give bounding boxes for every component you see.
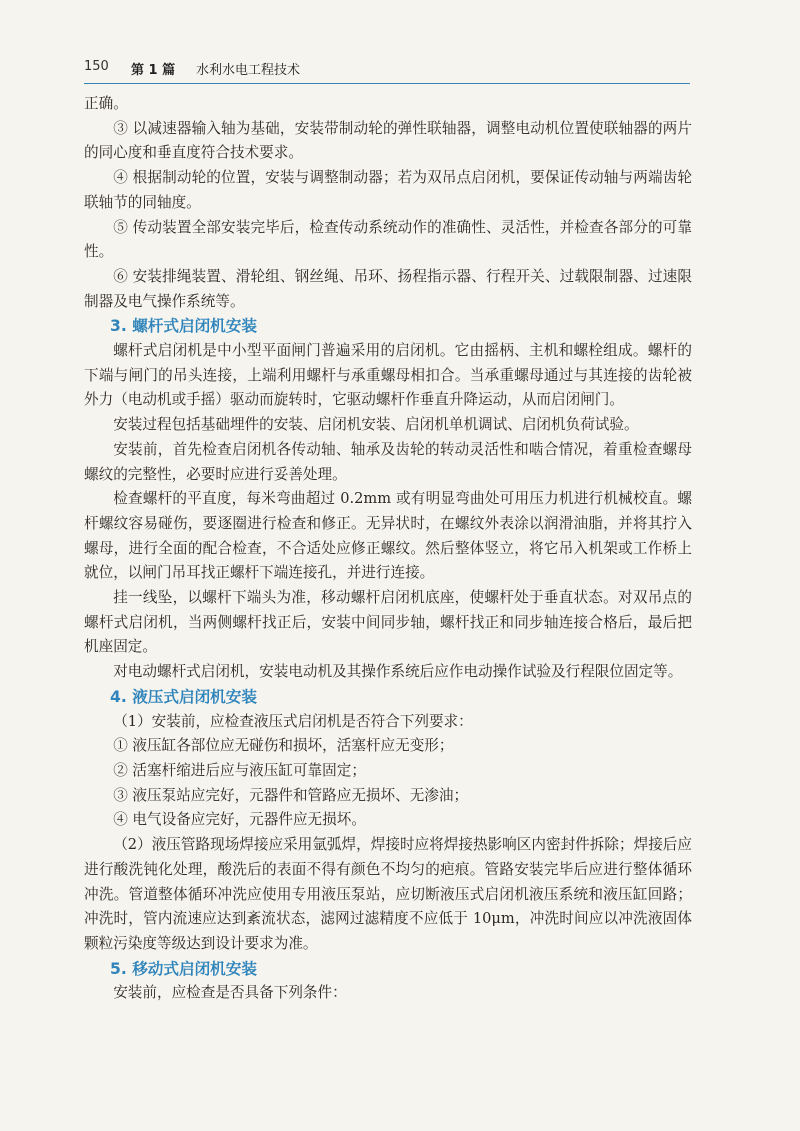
paragraph: 检查螺杆的平直度，每米弯曲超过 0.2mm 或有明显弯曲处可用压力机进行机械校直。螺杆螺纹容易碰伤，要逐圈进行检查和修正。无异状时，在螺纹外表涂以润滑油脂，并将其拧入螺母，进行全面的配合检查，不合适处应修正螺纹。然后整体竖立，将它吊入机架或工作桥上就位，以闸门吊耳找正螺杆下端连接孔，并进行连接。 bbox=[84, 490, 692, 582]
list-item: ③ 以减速器输入轴为基础，安装带制动轮的弹性联轴器，调整电动机位置使联轴器的两片的同心度和垂直度符合技术要求。 bbox=[84, 119, 692, 162]
paragraph: 正确。 bbox=[84, 95, 128, 112]
part-title: 水利水电工程技术 bbox=[196, 63, 301, 78]
list-item: ④ 根据制动轮的位置，安装与调整制动器；若为双吊点启闭机，要保证传动轴与两端齿轮联轴节的同轴度。 bbox=[84, 169, 692, 211]
page-number: 150 bbox=[84, 59, 109, 74]
list-item: ② 活塞杆缩进后应与液压缸可靠固定； bbox=[113, 761, 366, 779]
paragraph: 安装过程包括基础埋件的安装、启闭机安装、启闭机单机调试、启闭机负荷试验。 bbox=[113, 416, 639, 434]
list-item: ④ 电气设备应完好，元器件应无损坏。 bbox=[113, 811, 366, 829]
part-label: 第 1 篇 bbox=[131, 63, 176, 78]
list-item: ⑥ 安装排绳装置、滑轮组、钢丝绳、吊环、扬程指示器、行程开关、过载限制器、过速限制器及电气操作系统等。 bbox=[84, 267, 692, 310]
list-item: ⑤ 传动装置全部安装完毕后，检查传动系统动作的准确性、灵活性，并检查各部分的可靠性。 bbox=[84, 218, 692, 261]
paragraph: 对电动螺杆式启闭机，安装电动机及其操作系统后应作电动操作试验及行程限位固定等。 bbox=[113, 663, 683, 681]
paragraph: （1）安装前，应检查液压式启闭机是否符合下列要求： bbox=[113, 712, 473, 730]
paragraph: 挂一线坠，以螺杆下端头为准，移动螺杆启闭机底座，使螺杆处于垂直状态。对双吊点的螺杆式启闭机，当两侧螺杆找正后，安装中间同步轴，螺杆找正和同步轴连接合格后，最后把机座固定。 bbox=[84, 589, 692, 656]
page-header bbox=[84, 55, 690, 84]
section-heading: 3. 螺杆式启闭机安装 bbox=[110, 317, 257, 336]
body-text bbox=[84, 92, 692, 1006]
paragraph: 螺杆式启闭机是中小型平面闸门普遍采用的启闭机。它由摇柄、主机和螺栓组成。螺杆的下端与闸门的吊头连接，上端利用螺杆与承重螺母相扣合。当承重螺母通过与其连接的齿轮被外力（电动机或手摇）驱动而旋转时，它驱动螺杆作垂直升降运动，从而启闭闸门。 bbox=[84, 342, 692, 409]
paragraph: 安装前，首先检查启闭机各传动轴、轴承及齿轮的转动灵活性和啮合情况，着重检查螺母螺纹的完整性，必要时应进行妥善处理。 bbox=[84, 440, 692, 483]
list-item: ③ 液压泵站应完好，元器件和管路应无损坏、无渗油； bbox=[113, 786, 469, 804]
paragraph: （2）液压管路现场焊接应采用氩弧焊，焊接时应将焊接热影响区内密封件拆除；焊接后应进行酸洗钝化处理，酸洗后的表面不得有颜色不均匀的疤痕。管路安装完毕后应进行整体循环冲洗。管道整体循环冲洗应使用专用液压泵站，应切断液压式启闭机液压系统和液压缸回路；冲洗时，管内流速应达到紊流状态，滤网过滤精度不应低于 10μm，冲洗时间应以冲洗液固体颗粒污染度等级达到设计要求为准。 bbox=[84, 836, 692, 952]
paragraph: 安装前，应检查是否具备下列条件： bbox=[113, 984, 347, 1002]
section-heading: 5. 移动式启闭机安装 bbox=[110, 959, 257, 978]
list-item: ① 液压缸各部位应无碰伤和损坏，活塞杆应无变形； bbox=[113, 737, 454, 755]
section-heading: 4. 液压式启闭机安装 bbox=[110, 687, 257, 706]
